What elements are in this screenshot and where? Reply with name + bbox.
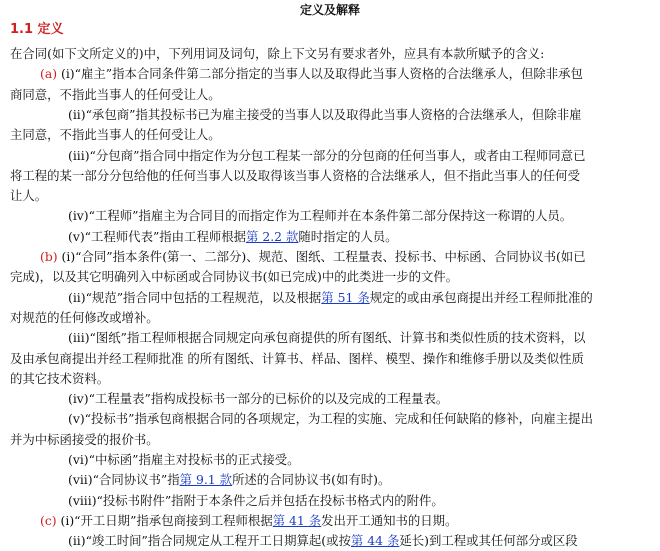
group-marker: (b) <box>40 249 58 264</box>
text-line <box>0 511 660 531</box>
text-line <box>0 267 660 287</box>
text-line <box>0 308 660 328</box>
definition-text: (ii)“规范”指合同中包括的工程规范，以及根据 <box>68 289 322 305</box>
definition-text: 规定的或由承包商提出并经工程师批准的 <box>369 289 593 305</box>
page-title: 定义及解释 <box>299 3 360 17</box>
group-marker: (c) <box>40 512 57 528</box>
definition-text: 并为中标函接受的报价书。 <box>10 431 159 447</box>
text-line <box>0 166 660 186</box>
definition-text: (vii)“合同协议书”指 <box>68 472 180 488</box>
cross-reference-link[interactable]: 第 41 条 <box>272 512 322 528</box>
definition-text: (iv)“工程量表”指构成投标书一部分的已标价的以及完成的工程量表。 <box>68 391 449 407</box>
cross-reference-link[interactable]: 第 44 条 <box>350 533 400 549</box>
definition-text: (ii)“承包商”指其投标书已为雇主接受的当事人以及取得此当事人资格的合法继承人，但除非雇 <box>68 106 582 122</box>
text-line <box>0 186 660 206</box>
text-line <box>0 531 660 551</box>
definition-text: (i)“雇主”指本合同条件第二部分指定的当事人以及取得此当事人资格的合法继承人，但除非承包 <box>57 66 583 82</box>
text-line <box>0 146 660 166</box>
definition-text: (v)“投标书”指承包商根据合同的各项规定，为工程的实施、完成和任何缺陷的修补，向雇主提出 <box>68 411 593 427</box>
text-line <box>0 328 660 348</box>
text-line <box>0 288 660 308</box>
definition-text: (iii)“分包商”指合同中指定作为分包工程某一部分的分包商的任何当事人，或者由工程师同意已 <box>68 147 586 163</box>
definition-text: (i)“合同”指本条件(第一、二部分)、规范、图纸、工程量表、投标书、中标函、合同协议书(如已 <box>57 249 586 264</box>
text-line <box>0 491 660 511</box>
definition-text: 将工程的某一部分分包给他的任何当事人以及取得该当事人资格的合法继承人，但不指此当事人的任何受 <box>10 167 580 183</box>
definition-text: (vi)“中标函”指雇主对投标书的正式接受。 <box>68 452 300 467</box>
cross-reference-link[interactable]: 第 2.2 款 <box>246 228 299 244</box>
text-line <box>0 369 660 389</box>
text-line <box>0 206 660 226</box>
text-line <box>0 125 660 145</box>
text-line <box>0 105 660 125</box>
definition-text: (v)“工程师代表”指由工程师根据 <box>68 228 247 244</box>
definition-text: (ii)“竣工时间”指合同规定从工程开工日期算起(或按 <box>68 533 351 549</box>
definition-text: 的其它技术资料。 <box>10 370 110 386</box>
text-line <box>0 450 660 470</box>
definition-text: 及由承包商提出并经工程师批准 的所有图纸、计算书、样品、图样、模型、操作和维修手册以及类似性质 <box>10 350 584 366</box>
definition-text: 商同意，不指此当事人的任何受让人。 <box>10 86 221 102</box>
text-line <box>0 430 660 450</box>
definition-text: 随时指定的人员。 <box>298 228 398 244</box>
text-line <box>0 409 660 429</box>
definition-text: 完成)，以及其它明确列入中标函或合同协议书(如已完成)中的此类进一步的文件。 <box>10 269 459 285</box>
definition-text: 延长)到工程或其任何部分或区段 <box>399 533 578 549</box>
text-line <box>0 389 660 409</box>
group-marker: (a) <box>40 66 58 82</box>
definition-text: 主同意，不指此当事人的任何受让人。 <box>10 127 221 143</box>
definition-text: 让人。 <box>10 188 48 204</box>
text-line <box>0 349 660 369</box>
definition-text: (iii)“图纸”指工程师根据合同规定向承包商提供的所有图纸、计算书和类似性质的技术资料，以 <box>68 330 586 346</box>
cross-reference-link[interactable]: 第 9.1 款 <box>179 472 232 488</box>
section-heading: 1.1 定义 <box>10 22 64 37</box>
definition-text: (i)“开工日期”指承包商接到工程师根据 <box>56 512 273 528</box>
text-line <box>0 64 660 84</box>
cross-reference-link[interactable]: 第 51 条 <box>321 289 370 305</box>
definition-text: (viii)“投标书附件”指附于本条件之后并包括在投标书格式内的附件。 <box>68 492 444 508</box>
text-line <box>0 227 660 247</box>
definition-text: 所述的合同协议书(如有时)。 <box>231 472 391 488</box>
intro-text: 在合同(如下文所定义的)中，下列用词及词句，除上下文另有要求者外，应具有本款所赋予的含义: <box>10 46 545 61</box>
text-line <box>0 44 660 64</box>
definition-text: (iv)“工程师”指雇主为合同目的而指定作为工程师并在本条件第二部分保持这一称谓的人员。 <box>68 208 573 224</box>
definition-text: 发出开工通知书的日期。 <box>321 512 458 528</box>
text-line <box>0 247 660 267</box>
definition-text: 对规范的任何修改或增补。 <box>10 309 159 325</box>
text-line <box>0 470 660 490</box>
text-line <box>0 85 660 105</box>
